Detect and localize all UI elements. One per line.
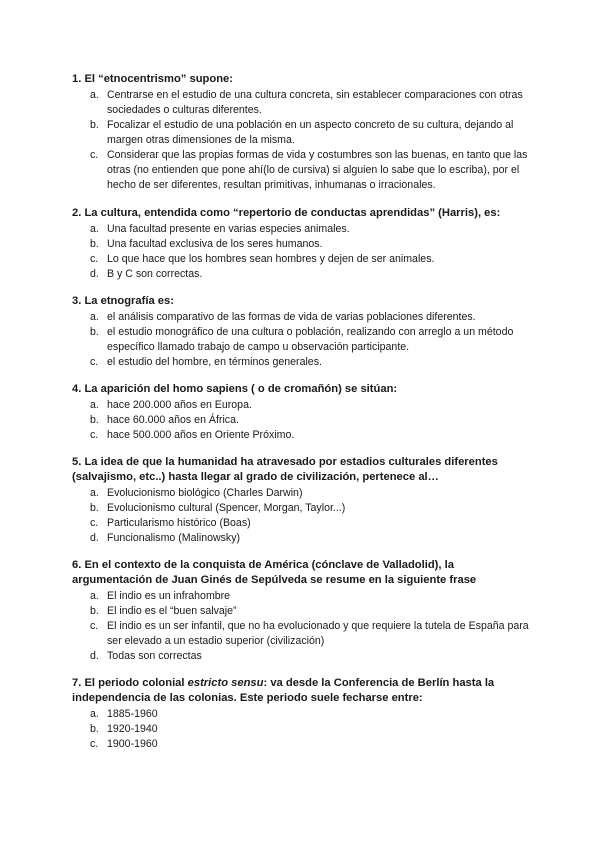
option-text: hace 200.000 años en Europa. <box>107 399 252 411</box>
option-item <box>72 707 532 722</box>
option-item <box>72 252 532 267</box>
option-text: hace 500.000 años en Oriente Próximo. <box>107 429 295 441</box>
question-title: 1. El “etnocentrismo” supone: <box>72 73 234 85</box>
question-3 <box>72 294 532 370</box>
option-item <box>72 737 532 752</box>
option-item <box>72 237 532 252</box>
option-marker: c. <box>90 149 99 161</box>
option-marker: b. <box>90 502 99 514</box>
question-title: 6. En el contexto de la conquista de América (cónclave de Valladolid), la argumentación de Juan Ginés de Sepúlveda se resume en la siguiente frase <box>72 559 477 586</box>
option-text: Funcionalismo (Malinowsky) <box>107 532 241 544</box>
question-title: 4. La aparición del homo sapiens ( o de cromañón) se sitúan: <box>72 383 398 395</box>
option-marker: c. <box>90 517 99 529</box>
option-marker: d. <box>90 650 99 662</box>
option-item <box>72 118 532 148</box>
question-6 <box>72 558 532 664</box>
option-text: Centrarse en el estudio de una cultura concreta, sin establecer comparaciones con otras sociedades o culturas diferentes. <box>107 89 523 116</box>
option-text: 1920-1940 <box>107 723 158 735</box>
option-marker: a. <box>90 708 99 720</box>
option-text: hace 60.000 años en África. <box>107 414 239 426</box>
option-marker: c. <box>90 429 99 441</box>
option-marker: d. <box>90 532 99 544</box>
option-marker: b. <box>90 414 99 426</box>
option-marker: b. <box>90 605 99 617</box>
option-item <box>72 486 532 501</box>
question-7 <box>72 676 532 752</box>
option-text: Evolucionismo biológico (Charles Darwin) <box>107 487 303 499</box>
options-list <box>72 707 532 752</box>
option-text: B y C son correctas. <box>107 268 203 280</box>
option-marker: c. <box>90 620 99 632</box>
option-marker: c. <box>90 738 99 750</box>
option-text: El indio es un ser infantil, que no ha evolucionado y que requiere la tutela de España para ser elevado a un estadio superior (civilización) <box>107 620 529 647</box>
option-marker: a. <box>90 590 99 602</box>
option-text: el estudio monográfico de una cultura o población, realizando con arreglo a un método específico llamado trabajo de campo u observación participante. <box>107 326 514 353</box>
options-list <box>72 589 532 664</box>
question-title-emphasis: estricto sensu <box>187 677 264 689</box>
option-marker: c. <box>90 253 99 265</box>
question-title: 3. La etnografía es: <box>72 295 174 307</box>
option-text: 1885-1960 <box>107 708 158 720</box>
option-text: Una facultad exclusiva de los seres humanos. <box>107 238 323 250</box>
option-item <box>72 649 532 664</box>
option-item <box>72 325 532 355</box>
option-text: Lo que hace que los hombres sean hombres y dejen de ser animales. <box>107 253 435 265</box>
option-item <box>72 148 532 193</box>
option-marker: a. <box>90 223 99 235</box>
option-marker: a. <box>90 89 99 101</box>
option-marker: a. <box>90 311 99 323</box>
option-item <box>72 310 532 325</box>
option-text: 1900-1960 <box>107 738 158 750</box>
option-item <box>72 531 532 546</box>
option-marker: b. <box>90 238 99 250</box>
option-marker: b. <box>90 326 99 338</box>
options-list <box>72 310 532 370</box>
option-item <box>72 413 532 428</box>
option-text: el análisis comparativo de las formas de vida de varias poblaciones diferentes. <box>107 311 476 323</box>
option-item <box>72 267 532 282</box>
option-marker: a. <box>90 487 99 499</box>
option-item <box>72 88 532 118</box>
option-marker: b. <box>90 723 99 735</box>
question-title-end: : va desde la Conferencia de Berlín hasta la independencia de las colonias. Este periodo suele fecharse entre: <box>72 677 495 704</box>
option-text: Focalizar el estudio de una población en un aspecto concreto de su cultura, dejando al margen otras dimensiones de la misma. <box>107 119 514 146</box>
exam-page <box>72 72 532 764</box>
option-text: El indio es un infrahombre <box>107 590 231 602</box>
option-item <box>72 428 532 443</box>
option-text: Todas son correctas <box>107 650 202 662</box>
option-item <box>72 516 532 531</box>
option-marker: b. <box>90 119 99 131</box>
option-text: Particularismo histórico (Boas) <box>107 517 251 529</box>
options-list <box>72 486 532 546</box>
question-title-start: 7. El periodo colonial <box>72 677 188 689</box>
option-text: Evolucionismo cultural (Spencer, Morgan, Taylor...) <box>107 502 346 514</box>
option-marker: a. <box>90 399 99 411</box>
option-item <box>72 501 532 516</box>
option-item <box>72 604 532 619</box>
options-list <box>72 398 532 443</box>
option-item <box>72 619 532 649</box>
question-2 <box>72 206 532 282</box>
option-text: Una facultad presente en varias especies animales. <box>107 223 350 235</box>
option-marker: c. <box>90 356 99 368</box>
option-item <box>72 355 532 370</box>
option-marker: d. <box>90 268 99 280</box>
option-item <box>72 722 532 737</box>
option-text: el estudio del hombre, en términos generales. <box>107 356 322 368</box>
question-1 <box>72 72 532 193</box>
option-item <box>72 589 532 604</box>
option-text: El indio es el “buen salvaje” <box>107 605 237 617</box>
question-5 <box>72 455 532 546</box>
options-list <box>72 222 532 282</box>
question-title: 5. La idea de que la humanidad ha atravesado por estadios culturales diferentes (salvajismo, etc..) hasta llegar al grado de civilización, pertenece al… <box>72 456 498 483</box>
option-text: Considerar que las propias formas de vida y costumbres son las buenas, en tanto que las otras (no entienden que pone ahí(lo de cursiva) si alguien lo sabe que lo escriba), por el hecho de ser diferentes, resultan primitivas, inhumanas o irracionales. <box>107 149 528 191</box>
option-item <box>72 222 532 237</box>
options-list <box>72 88 532 193</box>
question-title: 2. La cultura, entendida como “repertorio de conductas aprendidas” (Harris), es: <box>72 207 501 219</box>
question-4 <box>72 382 532 443</box>
question-title <box>72 676 532 706</box>
option-item <box>72 398 532 413</box>
